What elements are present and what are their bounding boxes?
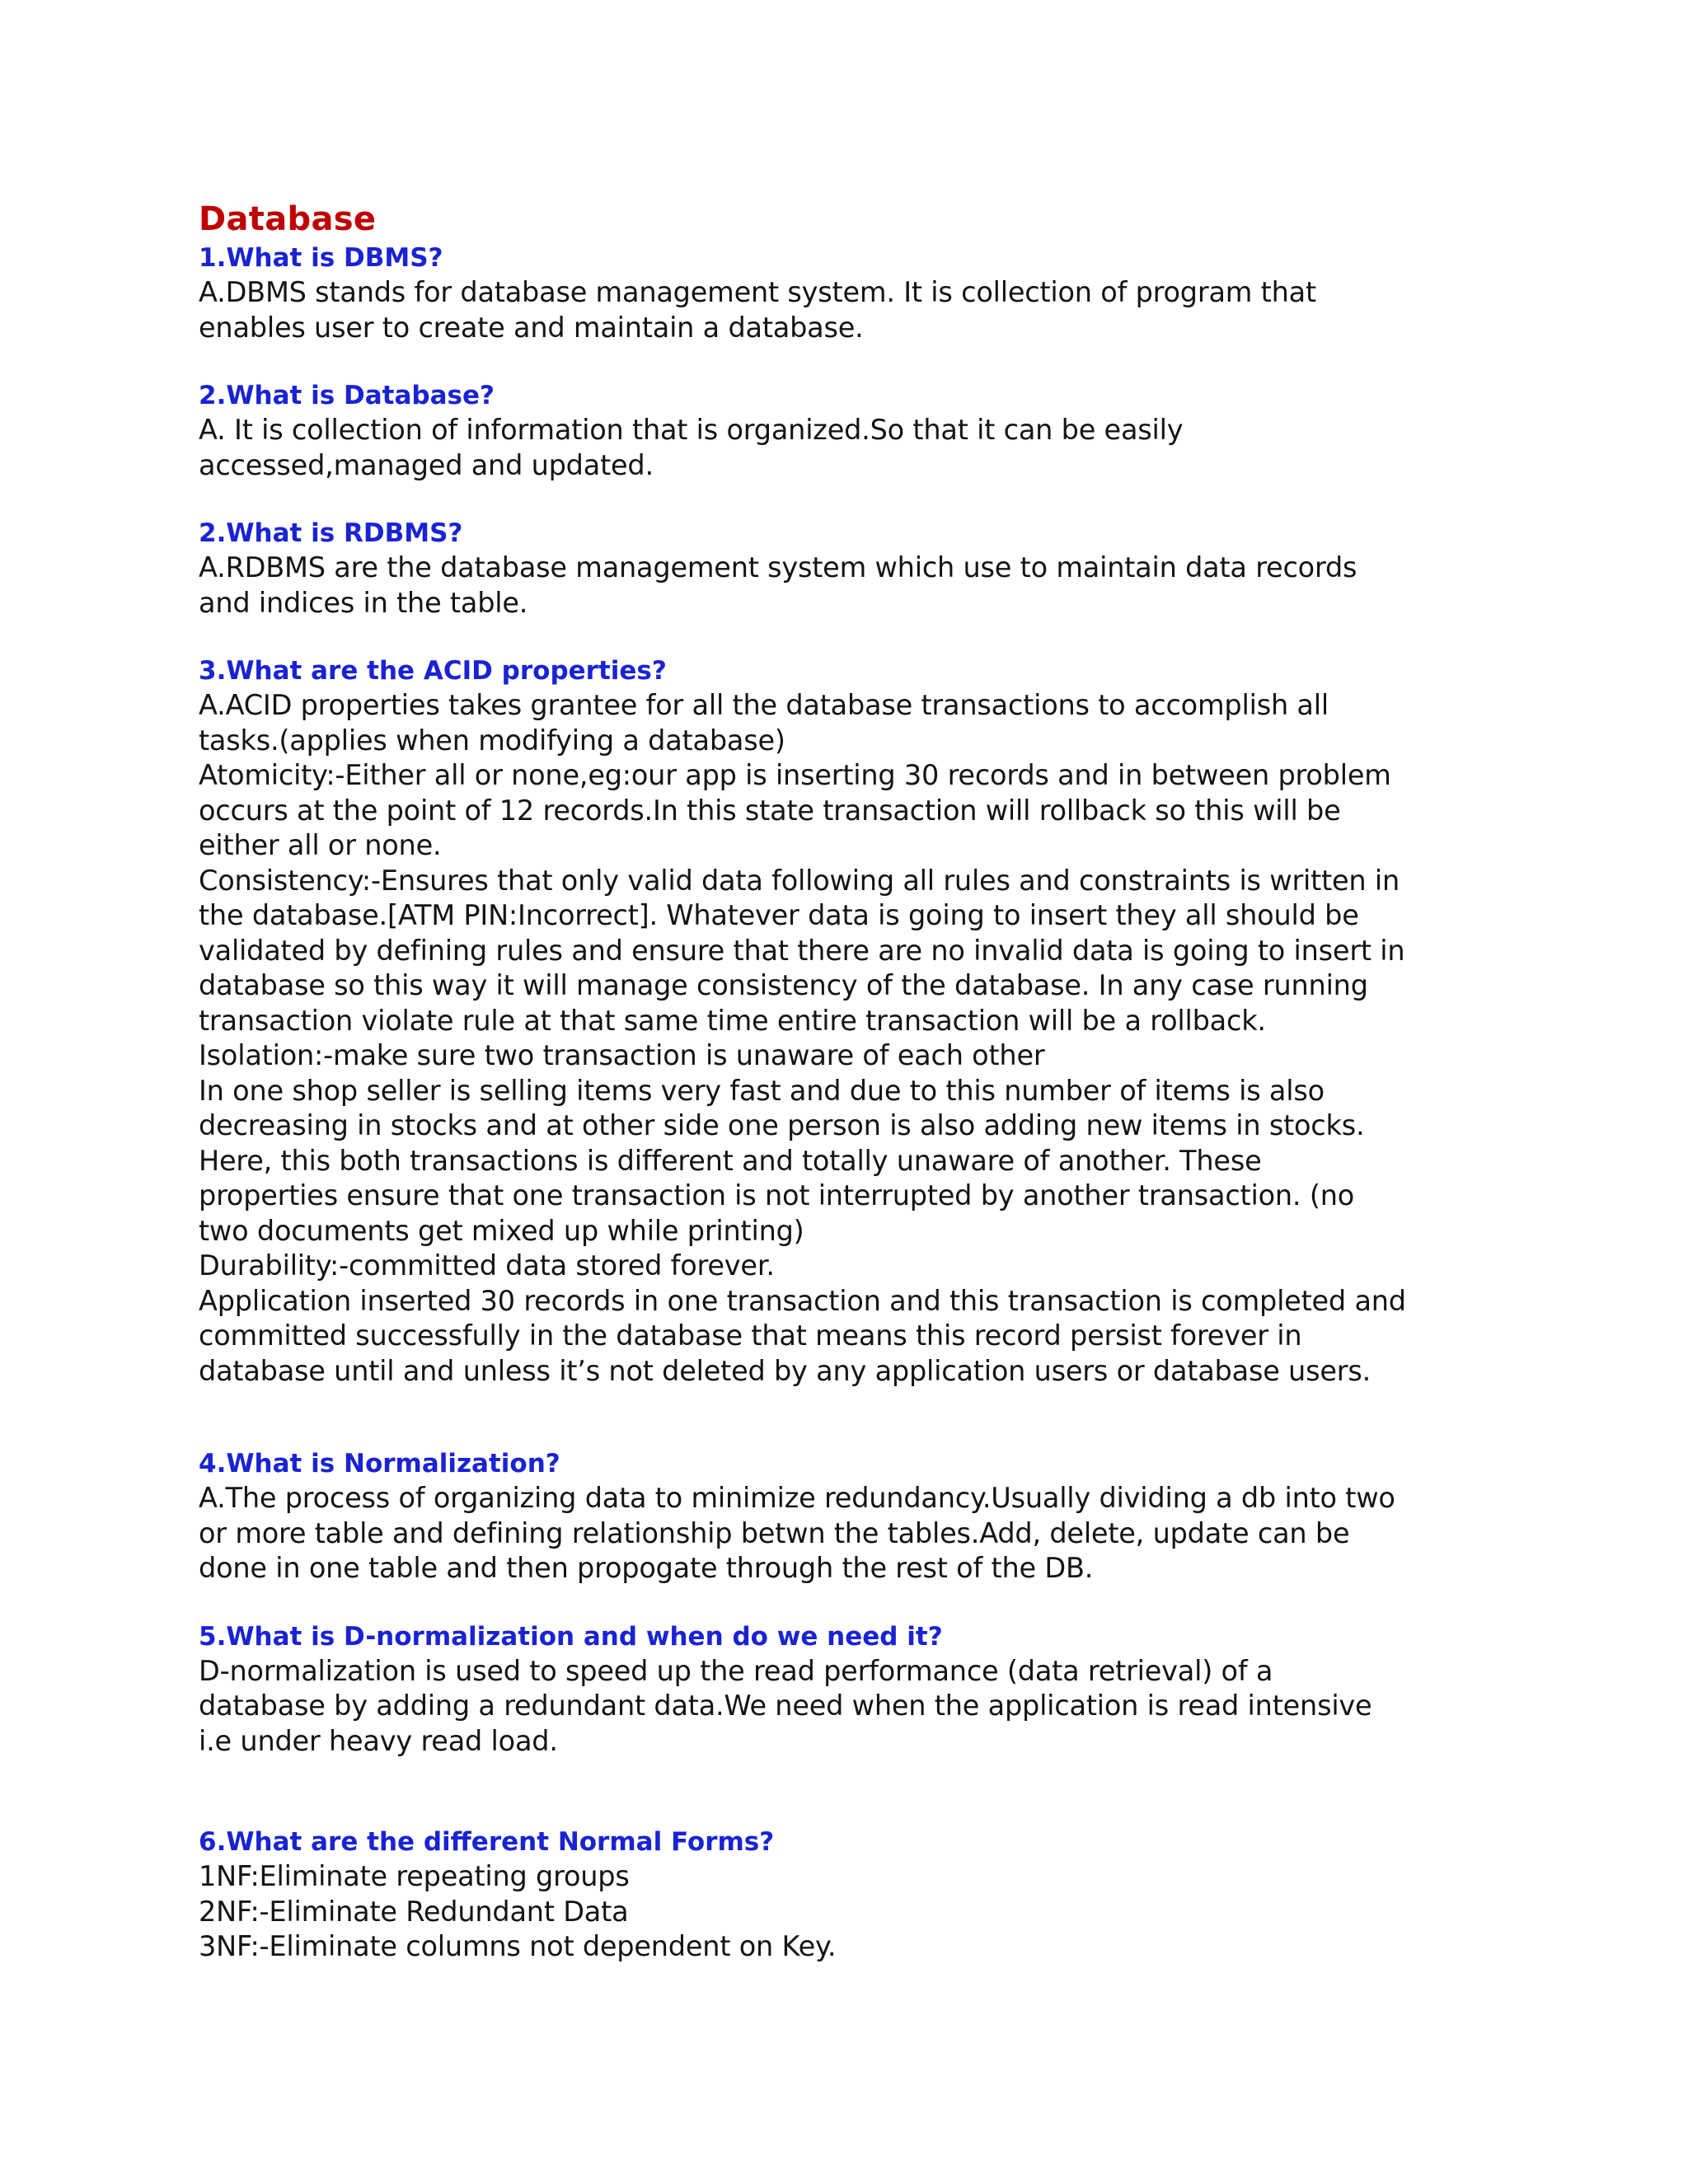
document-page: [199, 198, 1501, 1965]
question-heading: 6.What are the different Normal Forms?: [199, 1827, 775, 1857]
spacer: [199, 1586, 1501, 1619]
spacer: [199, 621, 1501, 654]
section-dbms: [199, 241, 1501, 345]
question-heading: 4.What is Normalization?: [199, 1449, 560, 1479]
answer-line: Durability:-committed data stored forever.: [199, 1249, 775, 1282]
answer-line: tasks.(applies when modifying a database): [199, 724, 785, 757]
answer-line: or more table and defining relationship betwn the tables.Add, delete, update can be: [199, 1516, 1350, 1549]
section-normal-forms: [199, 1825, 1501, 1965]
spacer: [199, 1389, 1501, 1446]
answer-line: done in one table and then propogate through the rest of the DB.: [199, 1552, 1094, 1584]
section-normalization: [199, 1446, 1501, 1586]
answer-line: 3NF:-Eliminate columns not dependent on Key.: [199, 1930, 837, 1962]
answer-line: either all or none.: [199, 829, 442, 861]
answer-line: two documents get mixed up while printing): [199, 1214, 804, 1247]
question-heading: 2.What is RDBMS?: [199, 518, 463, 548]
answer-line: accessed,managed and updated.: [199, 448, 654, 481]
spacer: [199, 345, 1501, 378]
answer-line: A.RDBMS are the database management system which use to maintain data records: [199, 551, 1357, 583]
answer-line: A.ACID properties takes grantee for all the database transactions to accomplish all: [199, 689, 1329, 721]
answer-line: A. It is collection of information that is organized.So that it can be easily: [199, 414, 1184, 446]
answer-line: enables user to create and maintain a database.: [199, 311, 864, 344]
answer-line: transaction violate rule at that same time entire transaction will be a rollback.: [199, 1004, 1266, 1037]
answer-line: database until and unless it’s not deleted by any application users or database users.: [199, 1354, 1372, 1387]
answer-line: the database.[ATM PIN:Incorrect]. Whatever data is going to insert they all should be: [199, 899, 1359, 931]
question-heading: 2.What is Database?: [199, 381, 495, 410]
question-heading: 5.What is D-normalization and when do we need it?: [199, 1621, 943, 1652]
answer-line: Atomicity:-Either all or none,eg:our app is inserting 30 records and in between problem: [199, 759, 1391, 791]
answer-line: and indices in the table.: [199, 586, 528, 619]
section-denormalization: [199, 1619, 1501, 1760]
question-heading: 3.What are the ACID properties?: [199, 656, 667, 686]
answer-line: A.DBMS stands for database management system. It is collection of program that: [199, 276, 1316, 308]
answer-line: i.e under heavy read load.: [199, 1724, 558, 1757]
answer-line: Consistency:-Ensures that only valid data following all rules and constraints is written in: [199, 864, 1400, 897]
answer-line: database so this way it will manage consistency of the database. In any case running: [199, 969, 1368, 1001]
spacer: [199, 1759, 1501, 1825]
page-title: Database: [199, 200, 377, 238]
answer-line: Application inserted 30 records in one transaction and this transaction is completed and: [199, 1284, 1406, 1317]
section-database: [199, 378, 1501, 483]
answer-line: Here, this both transactions is different and totally unaware of another. These: [199, 1144, 1262, 1177]
answer-line: decreasing in stocks and at other side one person is also adding new items in stocks.: [199, 1109, 1365, 1141]
answer-line: 2NF:-Eliminate Redundant Data: [199, 1895, 629, 1928]
answer-line: occurs at the point of 12 records.In this state transaction will rollback so this will be: [199, 794, 1341, 827]
spacer: [199, 483, 1501, 516]
answer-line: In one shop seller is selling items very fast and due to this number of items is also: [199, 1074, 1325, 1107]
question-heading: 1.What is DBMS?: [199, 243, 443, 273]
answer-line: D-normalization is used to speed up the read performance (data retrieval) of a: [199, 1654, 1273, 1687]
answer-line: validated by defining rules and ensure that there are no invalid data is going to insert in: [199, 934, 1405, 967]
answer-line: database by adding a redundant data.We need when the application is read intensive: [199, 1690, 1372, 1722]
answer-line: 1NF:Eliminate repeating groups: [199, 1860, 630, 1892]
answer-line: A.The process of organizing data to minimize redundancy.Usually dividing a db into two: [199, 1482, 1395, 1514]
answer-line: Isolation:-make sure two transaction is unaware of each other: [199, 1039, 1045, 1071]
section-acid: [199, 654, 1501, 1389]
answer-line: committed successfully in the database that means this record persist forever in: [199, 1319, 1302, 1352]
answer-line: properties ensure that one transaction is not interrupted by another transaction. (no: [199, 1179, 1355, 1212]
section-rdbms: [199, 516, 1501, 621]
